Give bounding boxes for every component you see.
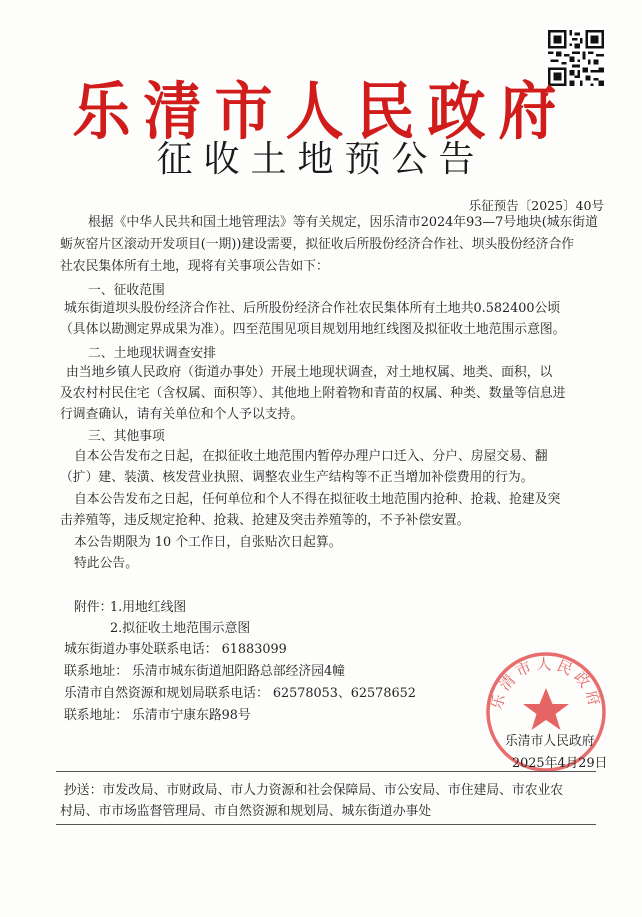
section-text: 自本公告发布之日起，任何单位和个人不得在拟征收土地范围内抢种、抢栽、抢建及突 [74,492,561,507]
document-number: 乐征预告〔2025〕40号 [468,198,604,213]
svg-text:乐清市人民政府: 乐清市人民政府 [487,654,605,712]
section-text: 由当地乡镇人民政府（街道办事处）开展土地现状调查，对土地权属、地类、面积，以 [66,365,553,380]
contact-address: 联系地址： 乐清市宁康东路98号 [64,708,251,723]
section-text: 行调查确认，请有关单位和个人予以支持。 [60,407,304,422]
notice-title: 征收土地预公告 [156,139,486,180]
contact-phone: 乐清市自然资源和规划局联系电话： 62578053、62578652 [64,686,416,701]
section-heading: 一、征收范围 [88,283,165,298]
cc-line: 抄送：市发改局、市财政局、市人力资源和社会保障局、市公安局、市住建局、市农业农 [64,783,564,798]
period-text: 本公告期限为 10 个工作日，自张贴次日起算。 [74,535,342,550]
cc-divider-bottom [56,824,596,825]
closing-text: 特此公告。 [74,556,138,571]
issue-date: 2025年4月29日 [512,756,608,771]
contact-phone: 城东街道办事处联系电话： 61883099 [64,642,287,657]
attachment-item: 1.用地红线图 [110,600,187,615]
intro-line: 社农民集体所有土地，现将有关事项公告如下： [60,259,329,274]
section-heading: 二、土地现状调查安排 [88,346,216,361]
issuing-authority-title: 乐清市人民政府 [72,74,570,149]
cc-line: 村局、市市场监督管理局、市自然资源和规划局、城东街道办事处 [60,804,432,819]
section-text: 城东街道坝头股份经济合作社、后所股份经济合作社农民集体所有土地共0.582400公顷 [64,301,561,316]
issuer-signature: 乐清市人民政府 [505,734,595,749]
section-heading: 三、其他事项 [88,429,165,444]
section-text: （扩）建、装潢、核发营业执照、调整农业生产结构等不正当增加补偿费用的行为。 [60,470,534,485]
attachment-item: 2.拟征收土地范围示意图 [110,621,251,636]
section-text: 自本公告发布之日起，在拟征收土地范围内暂停办理户口迁入、分户、房屋交易、翻 [74,449,548,464]
contact-address: 联系地址： 乐清市城东街道旭阳路总部经济园4幢 [64,664,345,679]
intro-line: 根据《中华人民共和国土地管理法》等有关规定，因乐清市2024年93—7号地块(城东街道 [88,215,598,230]
section-text: 击养殖等，违反规定抢种、抢栽、抢建及突击养殖等的，不予补偿安置。 [60,513,470,528]
attachments-label: 附件： [74,600,113,615]
intro-line: 蛎灰窑片区滚动开发项目(一期))建设需要，拟征收后所股份经济合作社、坝头股份经济合作 [60,237,575,252]
section-text: 及农村村民住宅（含权属、面积等）、其他地上附着物和青苗的权属、种类、数量等信息进 [60,386,566,401]
section-text: （具体以勘测定界成果为准）。四至范围见项目规划用地红线图及拟征收土地范围示意图。 [60,322,566,337]
cc-divider-top [56,771,596,772]
